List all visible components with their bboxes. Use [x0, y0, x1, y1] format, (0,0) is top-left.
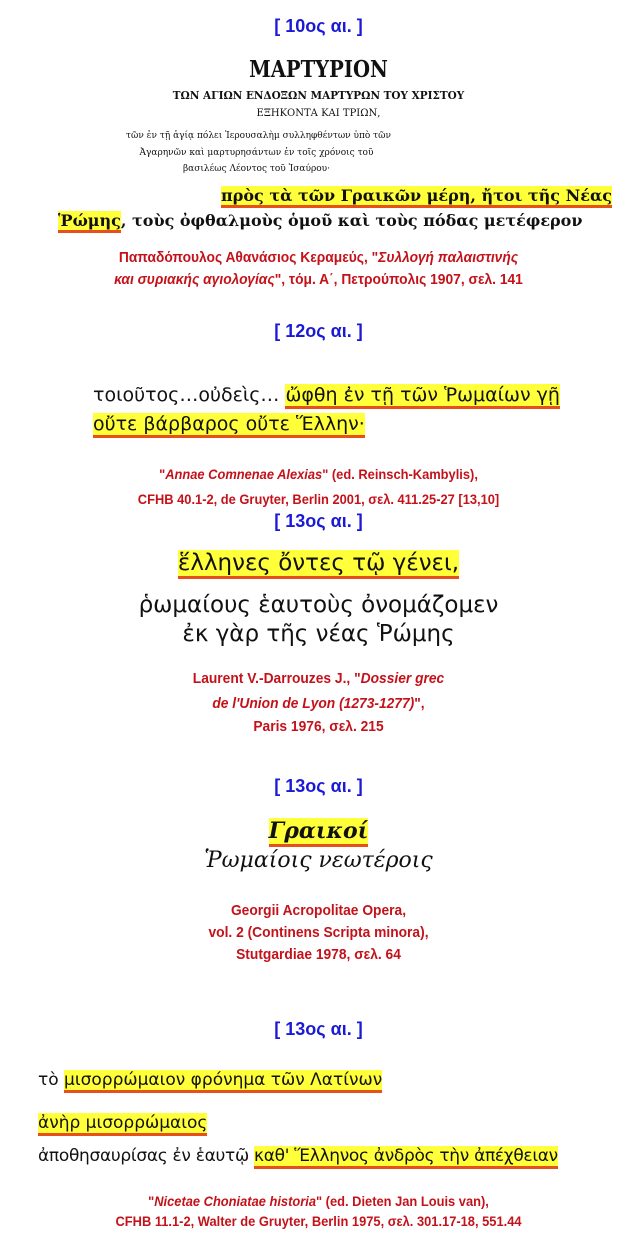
highlighted-quote: ἀνὴρ μισορρώμαιος	[38, 1113, 207, 1136]
quote-text: τοιοῦτος…οὐδεὶς…	[93, 384, 286, 406]
citation: Georgii Acropolitae Opera,	[230, 902, 407, 919]
highlighted-quote: Γραικοί	[269, 818, 369, 847]
citation: CFHB 40.1-2, de Gruyter, Berlin 2001, σελ. 411.25-27 [13,10]	[137, 491, 500, 507]
citation-text: "	[148, 1193, 155, 1209]
highlighted-quote: καθ' Ἕλληνος ἀνδρὸς τὴν ἀπέχθειαν	[254, 1146, 558, 1169]
highlighted-quote: Ῥώμης	[58, 211, 121, 233]
era-heading: [ 13ος αι. ]	[274, 511, 363, 531]
era-heading: [ 10ος αι. ]	[274, 16, 363, 36]
highlighted-quote: πρὸς τὰ τῶν Γραικῶν μέρη, ἤτοι τῆς Νέας	[221, 186, 612, 208]
quote-line	[38, 1070, 637, 1090]
document-small-text: τῶν ἐν τῇ ἁγίᾳ πόλει Ἱερουσαλὴμ συλληφθέντων ὑπὸ τῶν	[126, 131, 391, 141]
document-small-text: Ἀγαρηνῶν καὶ μαρτυρησάντων ἐν τοῖς χρόνοις τοῦ	[139, 148, 374, 158]
citation-text: " (ed. Dieten Jan Louis van),	[315, 1193, 489, 1209]
highlighted-quote: ὤφθη ἐν τῇ τῶν Ῥωμαίων γῇ	[285, 384, 559, 409]
quote-line	[58, 211, 637, 230]
quote-line	[93, 413, 637, 435]
citation	[25, 670, 611, 687]
quote-line	[0, 818, 637, 844]
citation-text: ", τόμ. Α΄, Πετρούπολις 1907, σελ. 141	[274, 271, 523, 288]
quote-line: Ῥωμαίοις νεωτέροις	[204, 848, 433, 873]
quote-text: ἀποθησαυρίσας ἐν ἑαυτῷ	[38, 1146, 255, 1166]
era-heading: [ 13ος αι. ]	[274, 776, 363, 796]
quote-line: ῥωμαίους ἑαυτοὺς ὀνομάζομεν	[138, 592, 499, 618]
citation-text: ",	[414, 695, 425, 712]
quote-line	[38, 1113, 637, 1133]
quote-line	[0, 550, 637, 576]
era-heading: [ 12ος αι. ]	[274, 321, 363, 341]
citation-title: Annae Comnenae Alexias	[165, 466, 323, 482]
citation-text: Παπαδόπουλος Αθανάσιος Κεραμεύς, "	[118, 249, 379, 266]
document-small-text: βασιλέως Λέοντος τοῦ Ἰσαύρου·	[182, 164, 331, 174]
document-subtitle: ΤΩΝ ΑΓΙΩΝ ΕΝΔΟΞΩΝ ΜΑΡΤΥΡΩΝ ΤΟΥ ΧΡΙΣΤΟΥ	[172, 89, 465, 102]
citation	[25, 466, 611, 482]
citation-text: " (ed. Reinsch-Kambylis),	[322, 466, 478, 482]
highlighted-quote: οὔτε βάρβαρος οὔτε Ἕλλην·	[93, 413, 365, 438]
citation	[25, 695, 611, 712]
quote-line: ἐκ γὰρ τῆς νέας Ῥώμης	[182, 621, 455, 647]
document-title: ΜΑΡΤΥΡΙΟΝ	[249, 56, 388, 83]
quote-text: , τοὺς ὀφθαλμοὺς ὁμοῦ καὶ τοὺς πόδας μετέφερον	[120, 211, 583, 230]
quote-line	[93, 384, 637, 406]
citation	[25, 271, 611, 288]
citation-title: και συριακής αγιολογίας	[114, 271, 275, 288]
highlighted-quote: μισορρώμαιον φρόνημα τῶν Λατίνων	[64, 1070, 382, 1093]
citation	[25, 249, 611, 266]
citation-text: "	[159, 466, 166, 482]
citation-text: Laurent V.-Darrouzes J., "	[192, 670, 361, 687]
citation: Paris 1976, σελ. 215	[253, 718, 384, 735]
citation-title: de l'Union de Lyon (1273-1277)	[212, 695, 415, 712]
citation: vol. 2 (Continens Scripta minora),	[208, 924, 429, 941]
highlighted-quote: ἕλληνες ὄντες τῷ γένει,	[178, 550, 459, 579]
citation: CFHB 11.1-2, Walter de Gruyter, Berlin 1975, σελ. 301.17-18, 551.44	[115, 1213, 522, 1229]
quote-text: τὸ	[38, 1070, 65, 1090]
citation	[25, 1193, 611, 1209]
citation-title: Dossier grec	[360, 670, 445, 687]
citation-title: Συλλογή παλαιστινής	[378, 249, 519, 266]
quote-line	[38, 1146, 637, 1166]
citation-title: Nicetae Choniatae historia	[154, 1193, 316, 1209]
citation: Stutgardiae 1978, σελ. 64	[236, 946, 401, 963]
quote-line	[0, 186, 612, 205]
era-heading: [ 13ος αι. ]	[274, 1019, 363, 1039]
document-subtitle: ΕΞΗΚΟΝΤΑ ΚΑΙ ΤΡΙΩΝ,	[256, 108, 381, 119]
